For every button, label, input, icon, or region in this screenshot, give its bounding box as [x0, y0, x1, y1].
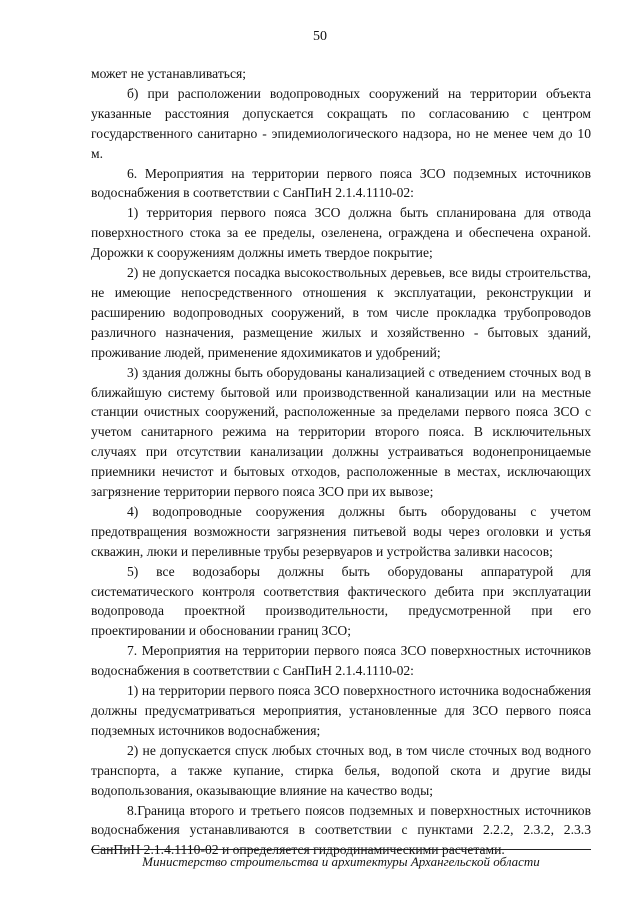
paragraph-item-b: б) при расположении водопроводных сооружений на территории объекта указанные расстояния допускается сокращать по согласованию с центром государственного санитарно - эпидемиологического надзора, но не менее чем до 10 м. — [91, 85, 591, 161]
paragraph-6-item-4: 4) водопроводные сооружения должны быть оборудованы с учетом предотвращения возможности загрязнения питьевой воды через оголовки и устья скважин, люки и переливные трубы резервуаров и устройства заливки насосов; — [91, 503, 591, 559]
paragraph-section-7: 7. Мероприятия на территории первого пояса ЗСО поверхностных источников водоснабжения в соответствии с СанПиН 2.1.4.1110-02: — [91, 643, 591, 679]
footer-divider — [91, 849, 591, 850]
page-number: 50 — [313, 29, 327, 44]
paragraph-7-item-2: 2) не допускается спуск любых сточных вод, в том числе сточных вод водного транспорта, а также купание, стирка белья, водопой скота и другие виды водопользования, оказывающие влияние на качество воды; — [91, 742, 591, 798]
paragraph-7-item-1: 1) на территории первого пояса ЗСО поверхностного источника водоснабжения должны предусматриваться мероприятия, установленные для ЗСО первого пояса подземных источников водоснабжения; — [91, 683, 591, 738]
paragraph-section-6: 6. Мероприятия на территории первого пояса ЗСО подземных источников водоснабжения в соответствии с СанПиН 2.1.4.1110-02: — [91, 165, 591, 201]
footer-ministry: Министерство строительства и архитектуры Архангельской области — [142, 854, 540, 869]
paragraph-6-item-3: 3) здания должны быть оборудованы канализацией с отведением сточных вод в ближайшую систему бытовой или производственной канализации или на местные станции очистных сооружений, расположенные за пределами первого пояса ЗСО с учетом санитарного режима на территории второго пояса. В исключительных случаях при отсутствии канализации должны устраиваться водонепроницаемые приемники нечистот и бытовых отходов, расположенные в местах, исключающих загрязнение территории первого пояса ЗСО при их вывозе; — [91, 364, 591, 500]
paragraph-section-8: 8.Граница второго и третьего поясов подземных и поверхностных источников водоснабжения устанавливаются в соответствии с пунктами 2.2.2, 2.3.2, 2.3.3 СанПиН 2.1.4.1110-02 и определяется гидродинамическими расчетами. — [91, 802, 591, 858]
paragraph-continuation: может не устанавливаться; — [91, 66, 247, 81]
paragraph-6-item-5: 5) все водозаборы должны быть оборудованы аппаратурой для систематического контроля соответствия фактического дебита при эксплуатации водопровода проектной производительности, предусмотренной при его проектировании и обосновании границ ЗСО; — [91, 563, 591, 639]
document-body — [91, 64, 591, 860]
paragraph-6-item-1: 1) территория первого пояса ЗСО должна быть спланирована для отвода поверхностного стока за ее пределы, озеленена, ограждена и обеспечена охраной. Дорожки к сооружениям должны иметь твердое покрытие; — [91, 205, 591, 261]
paragraph-6-item-2: 2) не допускается посадка высокоствольных деревьев, все виды строительства, не имеющие непосредственного отношения к эксплуатации, реконструкции и расширению водопроводных сооружений, в том числе прокладка трубопроводов различного назначения, размещение жилых и хозяйственно - бытовых зданий, проживание людей, применение ядохимикатов и удобрений; — [91, 265, 591, 360]
